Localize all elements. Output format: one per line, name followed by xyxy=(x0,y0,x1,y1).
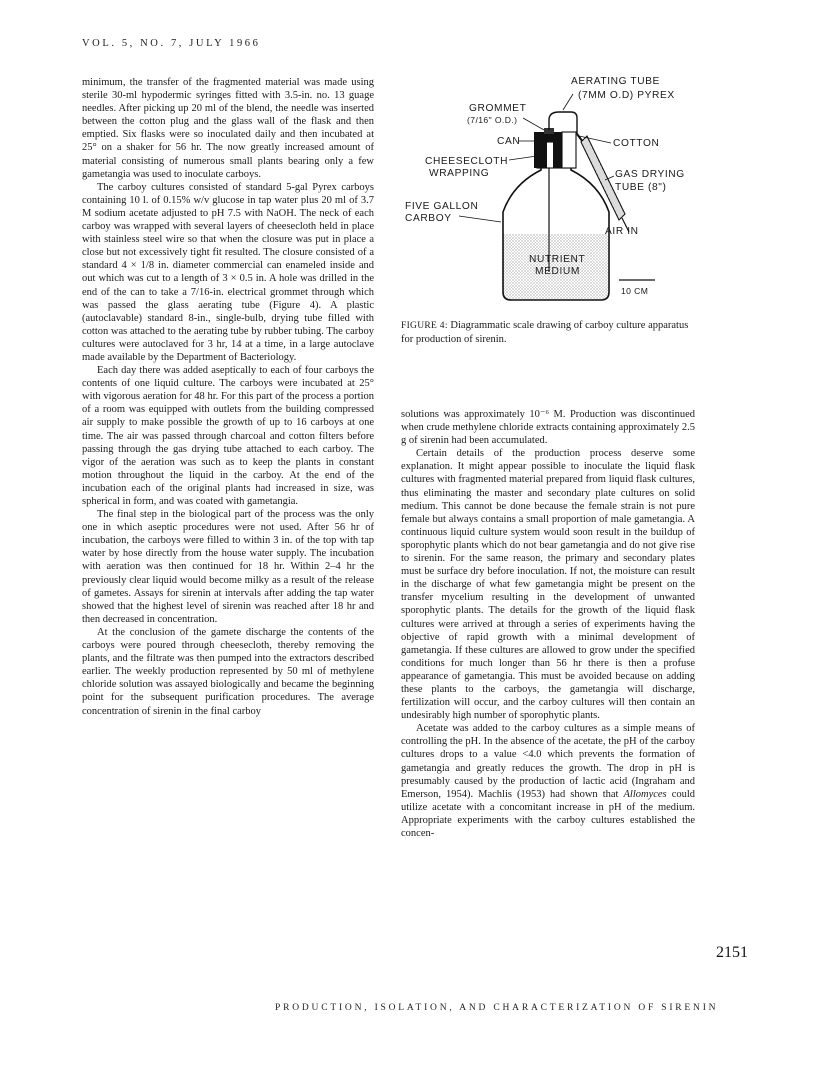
paragraph: The final step in the biological part of the process was the only one in which aseptic procedures were not used. After 56 hr of incubation, the carboys were filled to within 3 in. of the top with tap water by hose directly from the house water supply. The incubation with aeration was then continued for 18 hr. Within 2–4 hr the previously clear liquid would become milky as a result of the release of gametes. Assays for sirenin at intervals after adding the tap water showed that the highest level of sirenin was reached after 18 hr and then decreased in concentration. xyxy=(82,509,374,625)
nutrient-medium-label-1: NUTRIENT xyxy=(529,254,586,265)
aerating-tube-label-2: (7MM O.D) PYREX xyxy=(578,90,675,101)
grommet-label-1: GROMMET xyxy=(469,103,527,114)
running-foot: PRODUCTION, ISOLATION, AND CHARACTERIZATION OF SIRENIN xyxy=(275,1003,719,1013)
nutrient-medium-label-2: MEDIUM xyxy=(535,266,580,277)
running-head: VOL. 5, NO. 7, JULY 1966 xyxy=(82,38,261,49)
paragraph-text: Acetate was added to the carboy cultures as a simple means of controlling the pH. In the absence of the acetate, the pH of the carboy cultures drops to a value <4.0 which prevents the formation of gametangia and greatly reduces the growth. The drop in pH is presumably caused by the production of lactic acid (Ingraham and Emerson, 1954). Machlis (1953) had shown that xyxy=(401,723,695,800)
cheesecloth-label-1: CHEESECLOTH xyxy=(425,156,509,167)
paragraph-text: could utilize acetate with a concomitant increase in pH of the medium. Appropriate experiments with the carboy cultures established the concen- xyxy=(401,788,696,839)
gas-drying-label-2: TUBE (8") xyxy=(615,182,667,193)
paragraph: minimum, the transfer of the fragmented material was made using sterile 30-ml hypodermic syringes fitted with 3.5-in. no. 13 guage needles. After picking up 20 ml of the blend, the needle was inserted between the cotton plug and the glass wall of the flask and then emptied. Six flasks were so inoculated daily and then incubated at 25° on a shaker for 56 hr. The now greatly increased amount of material consisting of numerous small plants bearing only a few gametangia was used to inoculate carboys. xyxy=(82,77,374,180)
paragraph: Each day there was added aseptically to each of four carboys the contents of one liquid culture. The carboys were incubated at 25° with vigorous aeration for 48 hr. For this part of the process a portion of a room was equipped with outlets from the building compressed air supply to make possible the growth of up to 16 carboys at one time. The air was passed through charcoal and cotton filters before passing through the gas drying tube attached to each carboy. The vigor of the aeration was such as to keep the plants in constant motion throughout the liquid in the carboy. At the end of the incubation each of the original plants had increased in size, was spherical in form, and was coated with gametangia. xyxy=(82,365,374,507)
left-column xyxy=(82,76,374,718)
paragraph: Certain details of the production process deserve some explanation. It might appear possible to inoculate the liquid flask cultures with fragmented material prepared from liquid flask cultures, thus eliminating the master and secondary plate cultures on solid medium. This cannot be done because the female strain is not pure female but always contains a small proportion of male gametangia. A continuous liquid culture system would soon result in the buildup of sporophytic plants which do not bear gametangia and do not give rise to sirenin. For the same reason, the primary and secondary plates must be surface dry before inoculation. If not, the moisture can result in the discharge of what few gametangia might be present on the transfer mycelium resulting in the development of unwanted sporophytic plants. The details for the growth of the liquid flask cultures were arrived at through a series of experiments having the objective of rapid growth with a minimal development of gametangia. If these cultures are allowed to grow under the specified conditions for much longer than 56 hr there is then a profuse appearance of gametangia. This must be avoided because on adding these plants to the carboys, the gametangia will discharge, fertilization will occur, and the carboy cultures will then contain an undesirably high number of sporophytic plants. xyxy=(401,448,695,722)
figure-caption-text: Diagrammatic scale drawing of carboy culture apparatus for production of sirenin. xyxy=(401,320,689,345)
cheesecloth-label-2: WRAPPING xyxy=(429,168,490,179)
paragraph: solutions was approximately 10⁻⁶ M. Production was discontinued when crude methylene chloride extracts containing approximately 2.5 g of sirenin had been accumulated. xyxy=(401,409,695,447)
grommet-label-2: (7/16" O.D.) xyxy=(467,115,518,125)
page-number: 2151 xyxy=(716,944,748,961)
carboy-diagram xyxy=(401,72,701,322)
scale-label: 10 CM xyxy=(621,286,649,296)
cotton-label: COTTON xyxy=(613,138,660,149)
gas-drying-label-1: GAS DRYING xyxy=(615,169,685,180)
air-in-label: AIR IN xyxy=(605,226,639,237)
genus-name: Allomyces xyxy=(623,788,667,800)
carboy-apparatus-figure xyxy=(401,72,701,322)
paragraph: The carboy cultures consisted of standard 5-gal Pyrex carboys containing 10 l. of 0.15% w/v glucose in tap water plus 20 ml of 3.7 M sodium acetate adjusted to pH 7.5 with NaOH. The neck of each carboy was wrapped with several layers of cheesecloth held in place with stainless steel wire so that when the closure was put in place a close but not excessively tight fit resulted. The closure consisted of a standard 4 × 1/8 in. diameter commercial can enameled inside and out which was cut to a length of 3 × 0.5 in. A hole was drilled in the end of the can to take a 7/16-in. electrical grommet through which was passed the glass aerating tube (Figure 4). A plastic (autoclavable) standard 8-in., single-bulb, drying tube filled with cotton was attached to the aerating tube by rubber tubing. The carboy cultures were autoclaved for 3 hr, 14 at a time, in a large autoclave made available by the Department of Bacteriology. xyxy=(82,181,374,363)
figure-caption xyxy=(401,319,695,346)
carboy-label-2: CARBOY xyxy=(405,213,452,224)
can-label: CAN xyxy=(497,136,521,147)
carboy-label-1: FIVE GALLON xyxy=(405,201,479,212)
paragraph xyxy=(401,722,695,840)
figure-number: FIGURE 4: xyxy=(401,321,448,331)
aerating-tube-label-1: AERATING TUBE xyxy=(571,76,660,87)
paragraph: At the conclusion of the gamete discharge the contents of the carboys were poured through cheesecloth, thereby removing the plants, and the filtrate was then pumped into the extractors described earlier. The weekly production represented by 50 ml of methylene chloride solution was assayed biologically and became the beginning point for the subsequent purification procedures. The average concentration of sirenin in the final carboy xyxy=(82,626,374,717)
right-column xyxy=(401,408,695,840)
